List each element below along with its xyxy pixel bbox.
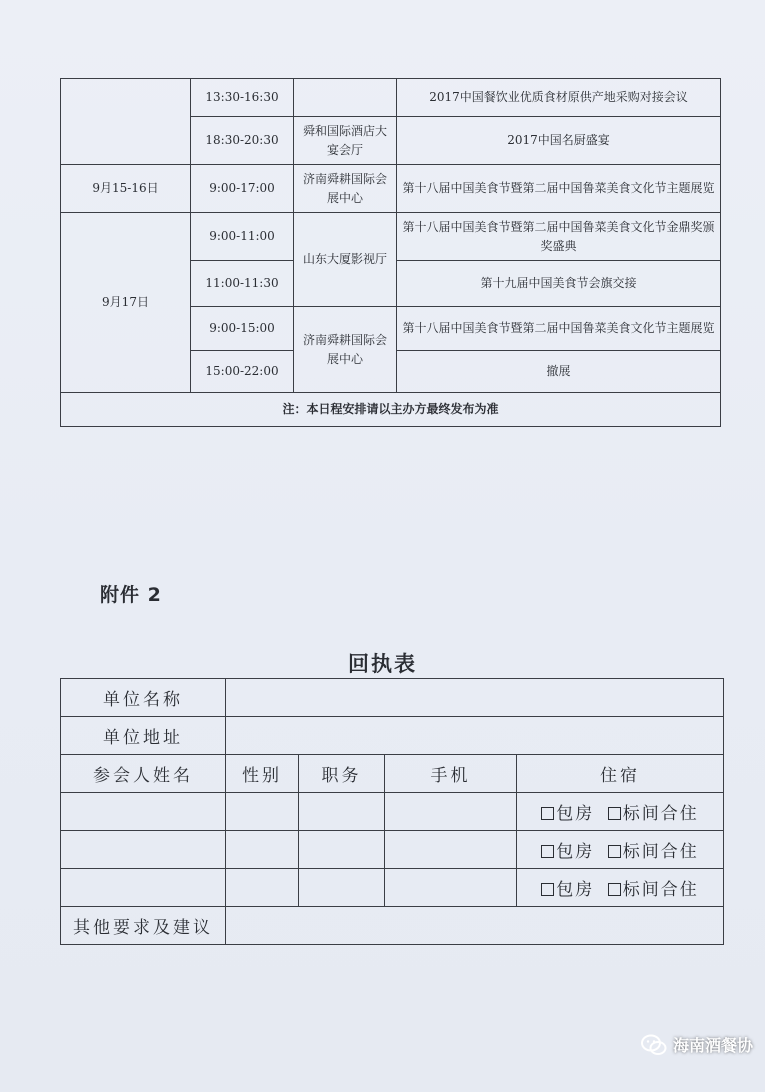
schedule-date: 9月17日 [61, 213, 191, 393]
schedule-time: 9:00-15:00 [191, 307, 294, 351]
lodging-option-private-room[interactable]: 包房 [541, 880, 594, 900]
schedule-note-row [61, 393, 721, 427]
lodging-options [517, 793, 724, 831]
schedule-venue: 山东大厦影视厅 [294, 213, 397, 307]
position-header: 职务 [299, 755, 385, 793]
attendee-row [61, 831, 724, 869]
other-requests-field[interactable] [226, 907, 724, 945]
schedule-date-cell [61, 79, 191, 165]
checkbox-icon[interactable] [608, 845, 621, 858]
schedule-time: 15:00-22:00 [191, 351, 294, 393]
schedule-note: 注：本日程安排请以主办方最终发布为准 [61, 393, 721, 427]
attendee-phone-field[interactable] [385, 793, 517, 831]
schedule-time: 9:00-17:00 [191, 165, 294, 213]
checkbox-icon[interactable] [541, 807, 554, 820]
schedule-time: 18:30-20:30 [191, 117, 294, 165]
schedule-row [61, 165, 721, 213]
lodging-option-private-room[interactable]: 包房 [541, 804, 594, 824]
schedule-row [61, 213, 721, 261]
attendee-gender-field[interactable] [226, 793, 299, 831]
lodging-option-shared-room[interactable]: 标间合住 [608, 880, 699, 900]
form-row-unit-address [61, 717, 724, 755]
schedule-venue [294, 79, 397, 117]
checkbox-icon[interactable] [541, 883, 554, 896]
wechat-icon [641, 1034, 667, 1056]
attendee-gender-field[interactable] [226, 869, 299, 907]
lodging-option-private-room[interactable]: 包房 [541, 842, 594, 862]
unit-address-label: 单位地址 [61, 717, 226, 755]
schedule-date: 9月15-16日 [61, 165, 191, 213]
watermark [641, 1033, 753, 1056]
lodging-option-shared-room[interactable]: 标间合住 [608, 842, 699, 862]
schedule-venue: 舜和国际酒店大宴会厅 [294, 117, 397, 165]
form-header-row [61, 755, 724, 793]
attendee-name-field[interactable] [61, 831, 226, 869]
schedule-event: 撤展 [397, 351, 721, 393]
attendee-name-field[interactable] [61, 793, 226, 831]
phone-header: 手机 [385, 755, 517, 793]
checkbox-icon[interactable] [608, 883, 621, 896]
attendee-name-header: 参会人姓名 [61, 755, 226, 793]
other-requests-label: 其他要求及建议 [61, 907, 226, 945]
lodging-options [517, 831, 724, 869]
attendee-phone-field[interactable] [385, 869, 517, 907]
unit-address-field[interactable] [226, 717, 724, 755]
schedule-venue: 济南舜耕国际会展中心 [294, 165, 397, 213]
schedule-table [60, 78, 721, 427]
checkbox-icon[interactable] [541, 845, 554, 858]
gender-header: 性别 [226, 755, 299, 793]
watermark-text: 海南酒餐协 [672, 1036, 753, 1055]
schedule-time: 11:00-11:30 [191, 261, 294, 307]
schedule-event: 2017中国餐饮业优质食材原供产地采购对接会议 [397, 79, 721, 117]
attendee-position-field[interactable] [299, 831, 385, 869]
form-title: 回执表 [348, 652, 417, 676]
attendee-name-field[interactable] [61, 869, 226, 907]
schedule-event: 第十八届中国美食节暨第二届中国鲁菜美食文化节主题展览 [397, 165, 721, 213]
schedule-row [61, 79, 721, 117]
lodging-header: 住宿 [517, 755, 724, 793]
schedule-venue: 济南舜耕国际会展中心 [294, 307, 397, 393]
unit-name-field[interactable] [226, 679, 724, 717]
lodging-options [517, 869, 724, 907]
schedule-event: 第十八届中国美食节暨第二届中国鲁菜美食文化节主题展览 [397, 307, 721, 351]
schedule-time: 9:00-11:00 [191, 213, 294, 261]
attendee-gender-field[interactable] [226, 831, 299, 869]
schedule-event: 2017中国名厨盛宴 [397, 117, 721, 165]
receipt-form-table [60, 678, 724, 945]
annex-label: 附件 2 [100, 584, 162, 606]
checkbox-icon[interactable] [608, 807, 621, 820]
schedule-time: 13:30-16:30 [191, 79, 294, 117]
attendee-position-field[interactable] [299, 793, 385, 831]
attendee-position-field[interactable] [299, 869, 385, 907]
schedule-event: 第十九届中国美食节会旗交接 [397, 261, 721, 307]
attendee-phone-field[interactable] [385, 831, 517, 869]
attendee-row [61, 793, 724, 831]
form-row-unit-name [61, 679, 724, 717]
unit-name-label: 单位名称 [61, 679, 226, 717]
attendee-row [61, 869, 724, 907]
form-row-other [61, 907, 724, 945]
schedule-event: 第十八届中国美食节暨第二届中国鲁菜美食文化节金鼎奖颁奖盛典 [397, 213, 721, 261]
lodging-option-shared-room[interactable]: 标间合住 [608, 804, 699, 824]
